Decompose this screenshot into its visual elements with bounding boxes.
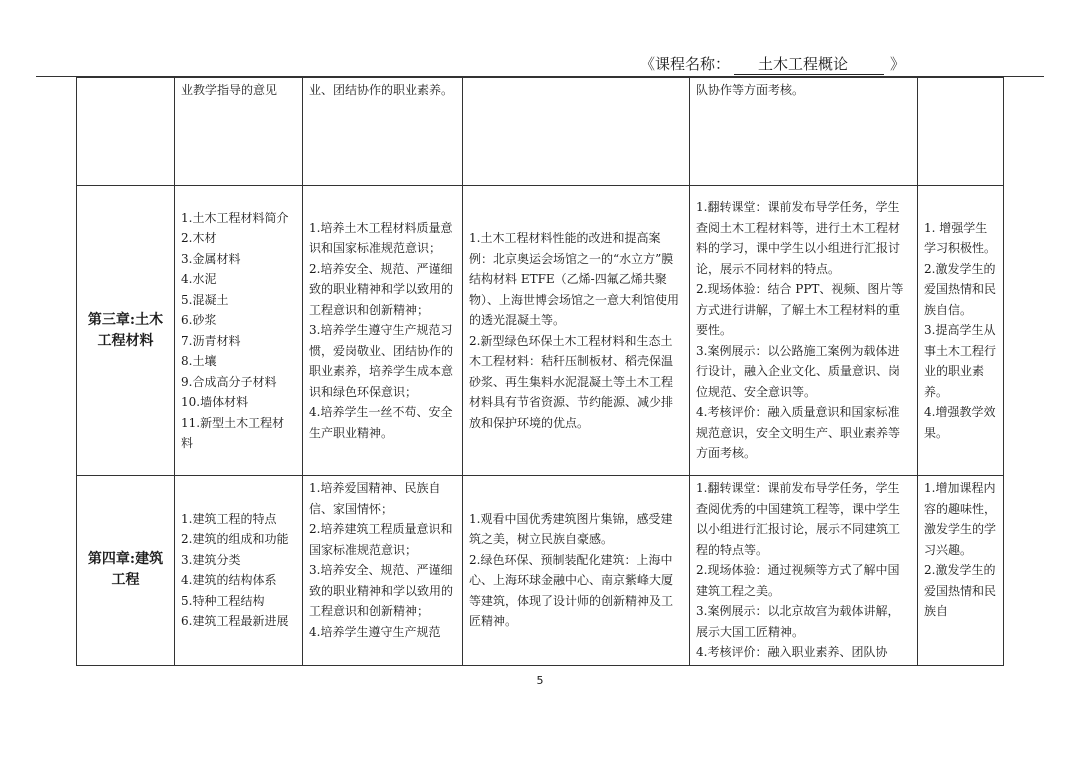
- table-row-chapter-3: [77, 186, 1004, 476]
- goals-cell: 1.培养土木工程材料质量意识和国家标准规范意识； 2.培养安全、规范、严谨细致的职业精神和学以致用的工程意识和创新精神； 3.培养学生遵守生产规范习惯，爱岗敬业、团结协作的职业素养，培养学生成本意识和绿色环保意识； 4.培养学生一丝不苟、安全生产职业精神。: [303, 186, 463, 476]
- table-row-continuation: [77, 78, 1004, 186]
- content-cell: 1.建筑工程的特点 2.建筑的组成和功能 3.建筑分类 4.建筑的结构体系 5.特种工程结构 6.建筑工程最新进展: [175, 476, 303, 666]
- course-name: 土木工程概论: [734, 54, 884, 75]
- methods-cell: 队协作等方面考核。: [690, 78, 918, 186]
- page-number: 5: [536, 674, 544, 687]
- course-title-suffix: 》: [890, 55, 906, 73]
- effects-cell: 1. 增强学生学习积极性。 2.激发学生的爱国热情和民族自信。 3.提高学生从事土木工程行业的职业素养。 4.增强教学效果。: [918, 186, 1004, 476]
- methods-cell: 1.翻转课堂：课前发布导学任务，学生查阅土木工程材料等，进行土木工程材料的学习，课中学生以小组进行汇报讨论，展示不同材料的特点。 2.现场体验：结合 PPT、视频、图片等方式进行讲解，了解土木工程材料的重要性。 3.案例展示：以公路施工案例为载体进行设计，融入企业文化、质量意识、岗位规范、安全意识等。 4.考核评价：融入质量意识和国家标准规范意识，安全文明生产、职业素养等方面考核。: [690, 186, 918, 476]
- effects-cell: 1.增加课程内容的趣味性，激发学生的学习兴趣。 2.激发学生的爱国热情和民族自: [918, 476, 1004, 666]
- syllabus-table: [76, 77, 1004, 666]
- chapter-cell: [77, 78, 175, 186]
- goals-cell: 1.培养爱国精神、民族自信、家国情怀； 2.培养建筑工程质量意识和国家标准规范意识； 3.培养安全、规范、严谨细致的职业精神和学以致用的工程意识和创新精神； 4.培养学生遵守生产规范: [303, 476, 463, 666]
- chapter-cell: 第四章:建筑工程: [77, 476, 175, 666]
- course-title-prefix: 《课程名称：: [640, 55, 731, 73]
- goals-cell: 业、团结协作的职业素养。: [303, 78, 463, 186]
- content-cell: 1.土木工程材料简介 2.木材 3.金属材料 4.水泥 5.混凝土 6.砂浆 7.沥青材料 8.土壤 9.合成高分子材料 10.墙体材料 11.新型土木工程材料: [175, 186, 303, 476]
- cases-cell: 1.观看中国优秀建筑图片集锦，感受建筑之美，树立民族自豪感。 2.绿色环保、预制装配化建筑：上海中心、上海环球金融中心、南京紫峰大厦等建筑，体现了设计师的创新精神及工匠精神。: [463, 476, 690, 666]
- methods-cell: 1.翻转课堂：课前发布导学任务，学生查阅优秀的中国建筑工程等，课中学生以小组进行汇报讨论，展示不同建筑工程的特点等。 2.现场体验：通过视频等方式了解中国建筑工程之美。 3.案例展示：以北京故宫为载体讲解，展示大国工匠精神。 4.考核评价：融入职业素养、团队协: [690, 476, 918, 666]
- cases-cell: [463, 78, 690, 186]
- chapter-cell: 第三章:土木工程材料: [77, 186, 175, 476]
- content-cell: 业教学指导的意见: [175, 78, 303, 186]
- cases-cell: 1.土木工程材料性能的改进和提高案例：北京奥运会场馆之一的“水立方”膜结构材料 ETFE（乙烯-四氟乙烯共聚物）、上海世博会场馆之一意大利馆使用的透光混凝土等。 2.新型绿色环保土木工程材料和生态土木工程材料：秸秆压制板材、稻壳保温砂浆、再生集料水泥混凝土等土木工程材料具有节省资源、节约能源、减少排放和保护环境的优点。: [463, 186, 690, 476]
- effects-cell: [918, 78, 1004, 186]
- table-row-chapter-4: [77, 476, 1004, 666]
- course-title-header: [640, 54, 905, 75]
